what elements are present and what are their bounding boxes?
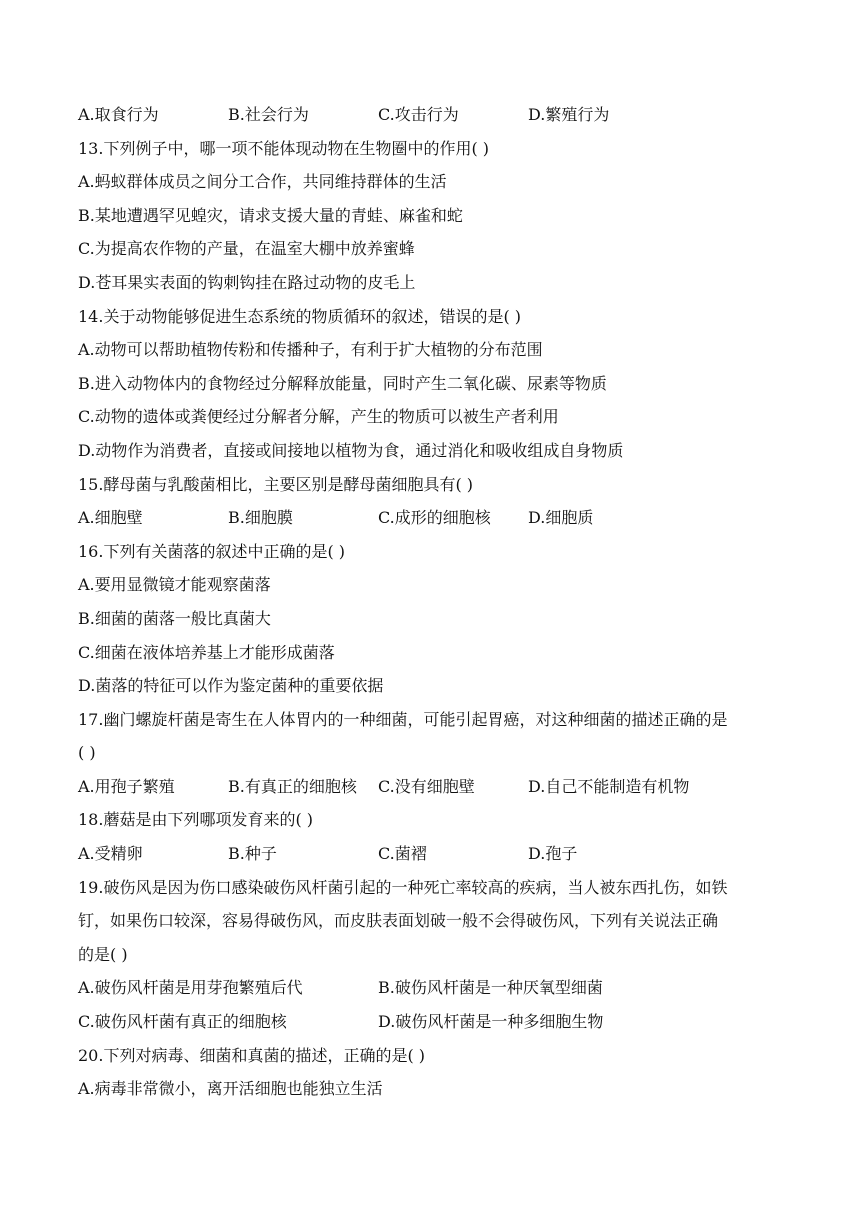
q15-options: [78, 501, 782, 535]
q14-option-c: C.动物的遗体或粪便经过分解者分解，产生的物质可以被生产者利用: [78, 407, 559, 427]
q17-option-c: C.没有细胞壁: [378, 776, 475, 796]
q16-option-a: A.要用显微镜才能观察菌落: [78, 575, 271, 595]
q15-option-d: D.细胞质: [528, 508, 594, 528]
q13-option-d: D.苍耳果实表面的钩刺钩挂在路过动物的皮毛上: [78, 272, 416, 292]
q19-stem-line1: 19.破伤风是因为伤口感染破伤风杆菌引起的一种死亡率较高的疾病，当人被东西扎伤，如铁: [78, 877, 728, 897]
q12-option-a: A.取食行为: [78, 105, 159, 124]
q17-option-d: D.自己不能制造有机物: [528, 776, 690, 796]
q14-option-a: A.动物可以帮助植物传粉和传播种子，有利于扩大植物的分布范围: [78, 340, 543, 360]
q13-option-c: C.为提高农作物的产量，在温室大棚中放养蜜蜂: [78, 239, 415, 259]
q13-stem: 13.下列例子中，哪一项不能体现动物在生物圈中的作用( ): [78, 138, 490, 158]
q18-option-a: A.受精卵: [78, 844, 143, 864]
q19-option-b: B.破伤风杆菌是一种厌氧型细菌: [378, 978, 603, 998]
q17-stem-line2: ( ): [78, 743, 96, 763]
q16-stem: 16.下列有关菌落的叙述中正确的是( ): [78, 541, 346, 561]
q19-options-row1: [78, 971, 782, 1005]
q12-option-d: D.繁殖行为: [528, 105, 610, 124]
q18-stem: 18.蘑菇是由下列哪项发育来的( ): [78, 810, 314, 830]
q16-option-d: D.菌落的特征可以作为鉴定菌种的重要依据: [78, 676, 384, 696]
q17-option-b: B.有真正的细胞核: [228, 776, 357, 796]
q20-stem: 20.下列对病毒、细菌和真菌的描述，正确的是( ): [78, 1045, 426, 1065]
q19-option-a: A.破伤风杆菌是用芽孢繁殖后代: [78, 978, 303, 998]
q17-options: [78, 770, 782, 804]
q19-stem-line3: 的是( ): [78, 944, 128, 964]
q14-stem: 14.关于动物能够促进生态系统的物质循环的叙述，错误的是( ): [78, 306, 522, 326]
question-list: [78, 98, 782, 1106]
q13-option-b: B.某地遭遇罕见蝗灾，请求支援大量的青蛙、麻雀和蛇: [78, 205, 463, 225]
q13-option-a: A.蚂蚁群体成员之间分工合作，共同维持群体的生活: [78, 172, 447, 192]
q12-options: [78, 98, 782, 132]
q19-option-d: D.破伤风杆菌是一种多细胞生物: [378, 1012, 604, 1032]
q15-option-a: A.细胞壁: [78, 508, 143, 528]
q15-stem: 15.酵母菌与乳酸菌相比，主要区别是酵母菌细胞具有( ): [78, 474, 474, 494]
q14-option-d: D.动物作为消费者，直接或间接地以植物为食，通过消化和吸收组成自身物质: [78, 440, 624, 460]
q18-options: [78, 837, 782, 871]
q18-option-b: B.种子: [228, 844, 277, 864]
q19-stem-line2: 钉，如果伤口较深，容易得破伤风，而皮肤表面划破一般不会得破伤风，下列有关说法正确: [78, 911, 719, 931]
q18-option-c: C.菌褶: [378, 844, 427, 864]
q19-options-row2: [78, 1005, 782, 1039]
q17-option-a: A.用孢子繁殖: [78, 776, 175, 796]
q14-option-b: B.进入动物体内的食物经过分解释放能量，同时产生二氧化碳、尿素等物质: [78, 373, 607, 393]
q12-option-b: B.社会行为: [228, 105, 309, 124]
q16-option-c: C.细菌在液体培养基上才能形成菌落: [78, 642, 335, 662]
q15-option-c: C.成形的细胞核: [378, 508, 491, 528]
q20-option-a: A.病毒非常微小，离开活细胞也能独立生活: [78, 1079, 383, 1099]
q17-stem-line1: 17.幽门螺旋杆菌是寄生在人体胃内的一种细菌，可能引起胃癌，对这种细菌的描述正确的是: [78, 709, 728, 729]
q12-option-c: C.攻击行为: [378, 105, 459, 124]
q16-option-b: B.细菌的菌落一般比真菌大: [78, 608, 271, 628]
q15-option-b: B.细胞膜: [228, 508, 293, 528]
q18-option-d: D.孢子: [528, 844, 578, 864]
q19-option-c: C.破伤风杆菌有真正的细胞核: [78, 1012, 287, 1032]
